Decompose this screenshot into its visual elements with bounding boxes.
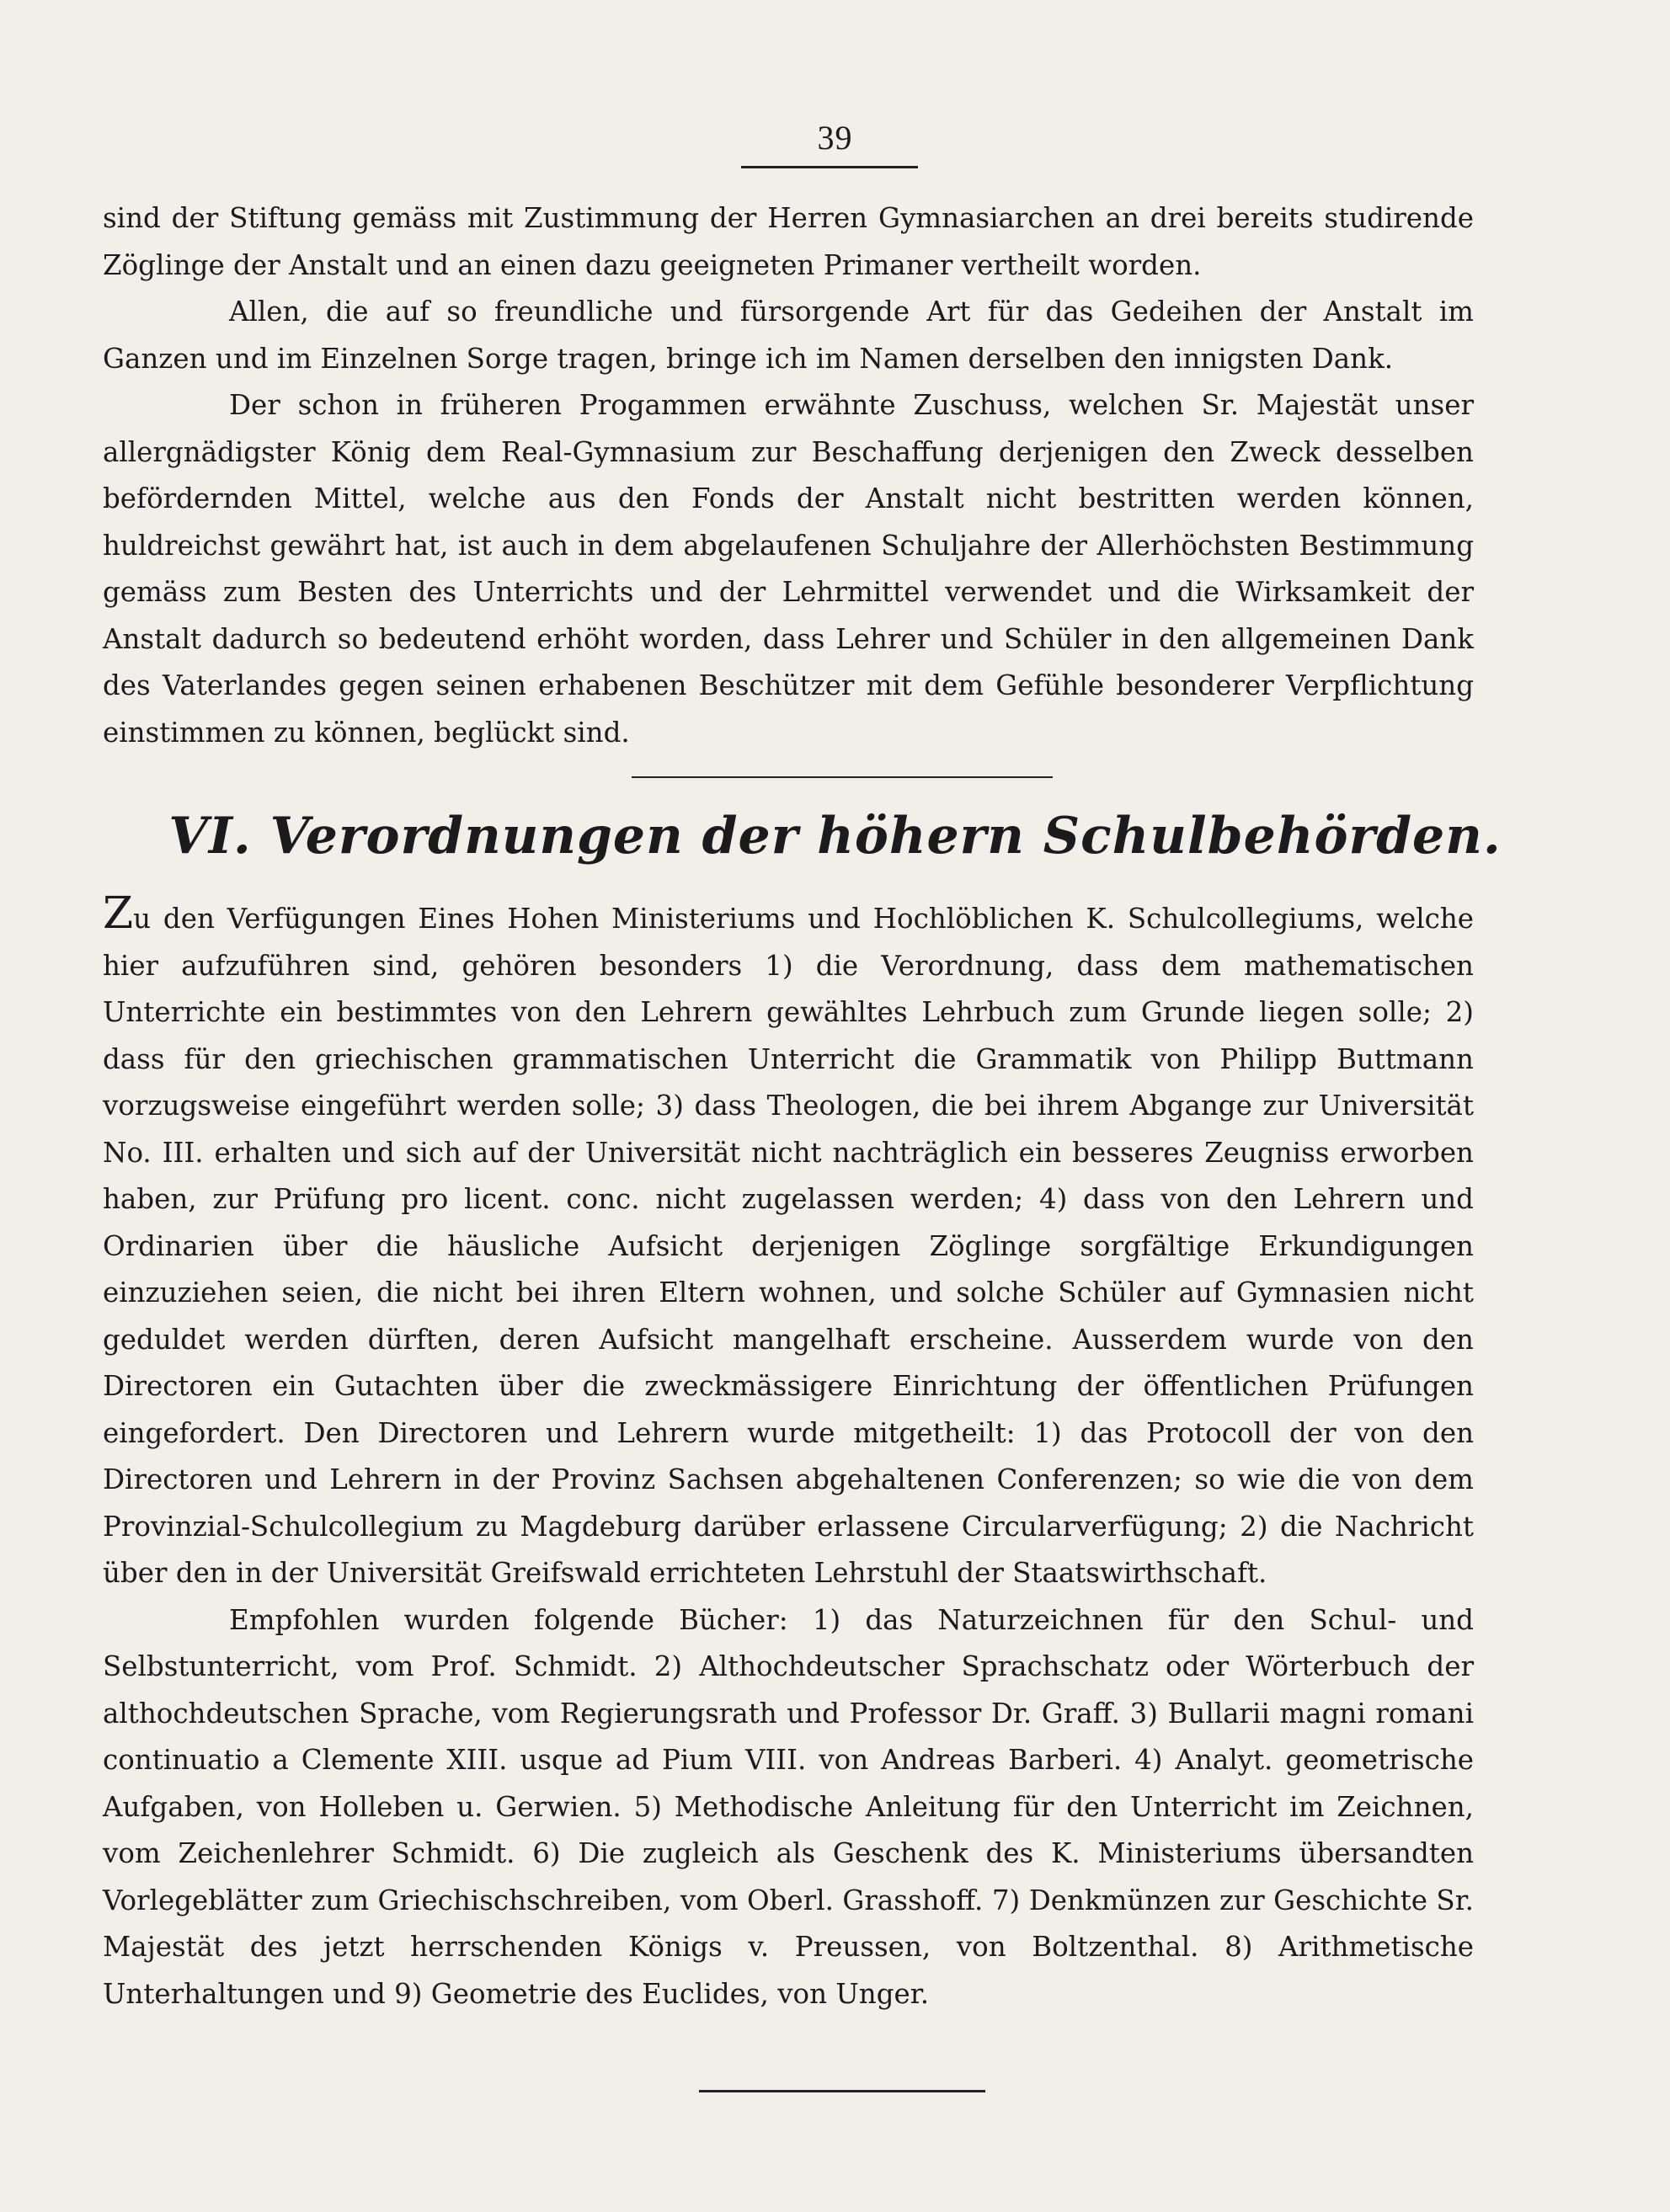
- page-number: 39: [817, 119, 853, 157]
- section-heading: VI. Verordnungen der höhern Schulbehörden.: [168, 807, 1502, 866]
- intro-text: [103, 195, 1474, 756]
- paragraph-dank: Allen, die auf so freundliche und fürsorgende Art für das Gedeihen der Anstalt im Ganzen und im Einzelnen Sorge tragen, bringe ich im Namen derselben den innigsten Dank.: [103, 296, 1474, 375]
- footer-rule: [699, 2090, 985, 2092]
- header-rule: [741, 166, 918, 168]
- paragraph-stiftung: sind der Stiftung gemäss mit Zustimmung der Herren Gymnasiarchen an drei bereits studirende Zöglinge der Anstalt und an einen dazu geeigneten Primaner vertheilt worden.: [103, 202, 1474, 281]
- paragraph-buecher: Empfohlen wurden folgende Bücher: 1) das Naturzeichnen für den Schul- und Selbstunterricht, vom Prof. Schmidt. 2) Althochdeutscher Sprachschatz oder Wörterbuch der althochdeutschen Sprache, vom Regierungsrath und Professor Dr. Graff. 3) Bullarii magni romani continuatio a Clemente XIII. usque ad Pium VIII. von Andreas Barberi. 4) Analyt. geometrische Aufgaben, von Holleben u. Gerwien. 5) Methodische Anleitung für den Unterricht im Zeichnen, vom Zeichenlehrer Schmidt. 6) Die zugleich als Geschenk des K. Ministeriums übersandten Vorlegeblätter zum Griechischschreiben, vom Oberl. Grasshoff. 7) Denkmünzen zur Geschichte Sr. Majestät des jetzt herrschenden Königs v. Preussen, von Boltzenthal. 8) Arithmetische Unterhaltungen und 9) Geometrie des Euclides, von Unger.: [103, 1603, 1474, 2010]
- paragraph-verfuegungen-text: u den Verfügungen Eines Hohen Ministeriums und Hochlöblichen K. Schulcollegiums, welche hier aufzuführen sind, gehören besonders 1) die Verordnung, dass dem mathematischen Unterrichte ein bestimmtes von den Lehrern gewähltes Lehrbuch zum Grunde liegen solle; 2) dass für den griechischen grammatischen Unterricht die Grammatik von Philipp Buttmann vorzugsweise eingeführt werden solle; 3) dass Theologen, die bei ihrem Abgange zur Universität No. III. erhalten und sich auf der Universität nicht nachträglich ein besseres Zeugniss erworben haben, zur Prüfung pro licent. conc. nicht zugelassen werden; 4) dass von den Lehrern und Ordinarien über die häusliche Aufsicht derjenigen Zöglinge sorgfältige Erkundigungen einzuziehen seien, die nicht bei ihren Eltern wohnen, und solche Schüler auf Gymnasien nicht geduldet werden dürften, deren Aufsicht mangelhaft erscheine. Ausserdem wurde von den Directoren ein Gutachten über die zweckmässigere Einrichtung der öffentlichen Prüfungen eingefordert. Den Directoren und Lehrern wurde mitgetheilt: 1) das Protocoll der von den Directoren und Lehrern in der Provinz Sachsen abgehaltenen Conferenzen; so wie die von dem Provinzial-Schulcollegium zu Magdeburg darüber erlassene Circularverfügung; 2) die Nachricht über den in der Universität Greifswald errichteten Lehrstuhl der Staatswirthschaft.: [103, 903, 1474, 1589]
- section-text: [103, 888, 1474, 2017]
- section-divider: [632, 776, 1053, 778]
- paragraph-zuschuss: Der schon in früheren Progammen erwähnte Zuschuss, welchen Sr. Majestät unser allergnädigster König dem Real-Gymnasium zur Beschaffung derjenigen den Zweck desselben befördernden Mittel, welche aus den Fonds der Anstalt nicht bestritten werden können, huldreichst gewährt hat, ist auch in dem abgelaufenen Schuljahre der Allerhöchsten Bestimmung gemäss zum Besten des Unterrichts und der Lehrmittel verwendet und die Wirksamkeit der Anstalt dadurch so bedeutend erhöht worden, dass Lehrer und Schüler in den allgemeinen Dank des Vaterlandes gegen seinen erhabenen Beschützer mit dem Gefühle besonderer Verpflichtung einstimmen zu können, beglückt sind.: [103, 389, 1474, 749]
- drop-cap: Z: [103, 888, 134, 939]
- paragraph-verfuegungen: [103, 888, 1474, 1597]
